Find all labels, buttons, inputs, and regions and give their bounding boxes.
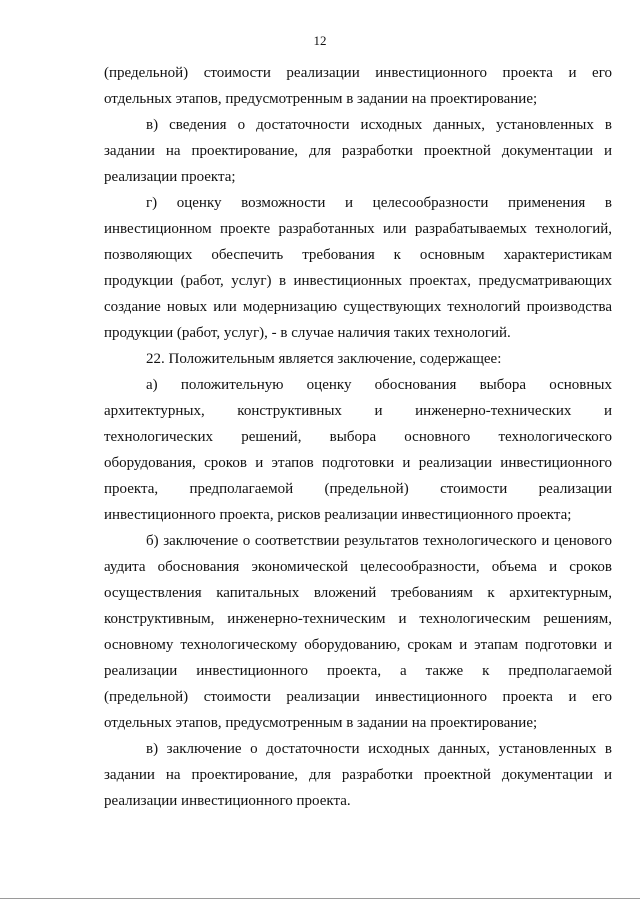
text-line: инвестиционном проекте разработанных или разрабатываемых технологий, [104, 221, 612, 237]
paragraph-item-v-svedeniya [104, 112, 612, 190]
text-line: а) положительную оценку обоснования выбора основных [146, 377, 612, 393]
text-line: (предельной) стоимости реализации инвестиционного проекта и его [104, 689, 612, 705]
paragraph-clause-22 [104, 346, 612, 372]
paragraph-item-a [104, 372, 612, 528]
text-line: отдельных этапов, предусмотренным в задании на проектирование; [104, 91, 538, 107]
text-line: оборудования, сроков и этапов подготовки и реализации инвестиционного [104, 455, 612, 471]
paragraph-item-v-zaklyuchenie [104, 736, 612, 814]
text-line: г) оценку возможности и целесообразности применения в [146, 195, 612, 211]
text-line: отдельных этапов, предусмотренным в задании на проектирование; [104, 715, 538, 731]
text-line: реализации инвестиционного проекта. [104, 793, 351, 809]
paragraph-item-b [104, 528, 612, 736]
text-line: основному технологическому оборудованию, срокам и этапам подготовки и [104, 637, 612, 653]
text-line: б) заключение о соответствии результатов технологического и ценового [146, 533, 612, 549]
paragraph-continuation [104, 60, 612, 112]
text-line: задании на проектирование, для разработки проектной документации и [104, 143, 612, 159]
page-bottom-edge [0, 898, 640, 899]
text-line: позволяющих обеспечить требования к основным характеристикам [104, 247, 612, 263]
text-line: задании на проектирование, для разработки проектной документации и [104, 767, 612, 783]
document-body [104, 60, 612, 814]
text-line: реализации инвестиционного проекта, а также к предполагаемой [104, 663, 612, 679]
text-line: в) сведения о достаточности исходных данных, установленных в [146, 117, 612, 133]
text-line: реализации проекта; [104, 169, 236, 185]
text-line: продукции (работ, услуг) в инвестиционных проектах, предусматривающих [104, 273, 612, 289]
page-number: 12 [313, 33, 327, 48]
text-line: конструктивным, инженерно-техническим и технологическим решениям, [104, 611, 612, 627]
text-line: создание новых или модернизацию существующих технологий производства [104, 299, 612, 315]
text-line: осуществления капитальных вложений требованиям к архитектурным, [104, 585, 612, 601]
text-line: проекта, предполагаемой (предельной) стоимости реализации [104, 481, 612, 497]
text-line: продукции (работ, услуг), - в случае наличия таких технологий. [104, 325, 511, 341]
text-line: 22. Положительным является заключение, содержащее: [146, 351, 502, 367]
text-line: технологических решений, выбора основного технологического [104, 429, 612, 445]
text-line: архитектурных, конструктивных и инженерно-технических и [104, 403, 612, 419]
text-line: аудита обоснования экономической целесообразности, объема и сроков [104, 559, 612, 575]
text-line: в) заключение о достаточности исходных данных, установленных в [146, 741, 612, 757]
text-line: инвестиционного проекта, рисков реализации инвестиционного проекта; [104, 507, 572, 523]
paragraph-item-g-otsenku [104, 190, 612, 346]
text-line: (предельной) стоимости реализации инвестиционного проекта и его [104, 65, 612, 81]
